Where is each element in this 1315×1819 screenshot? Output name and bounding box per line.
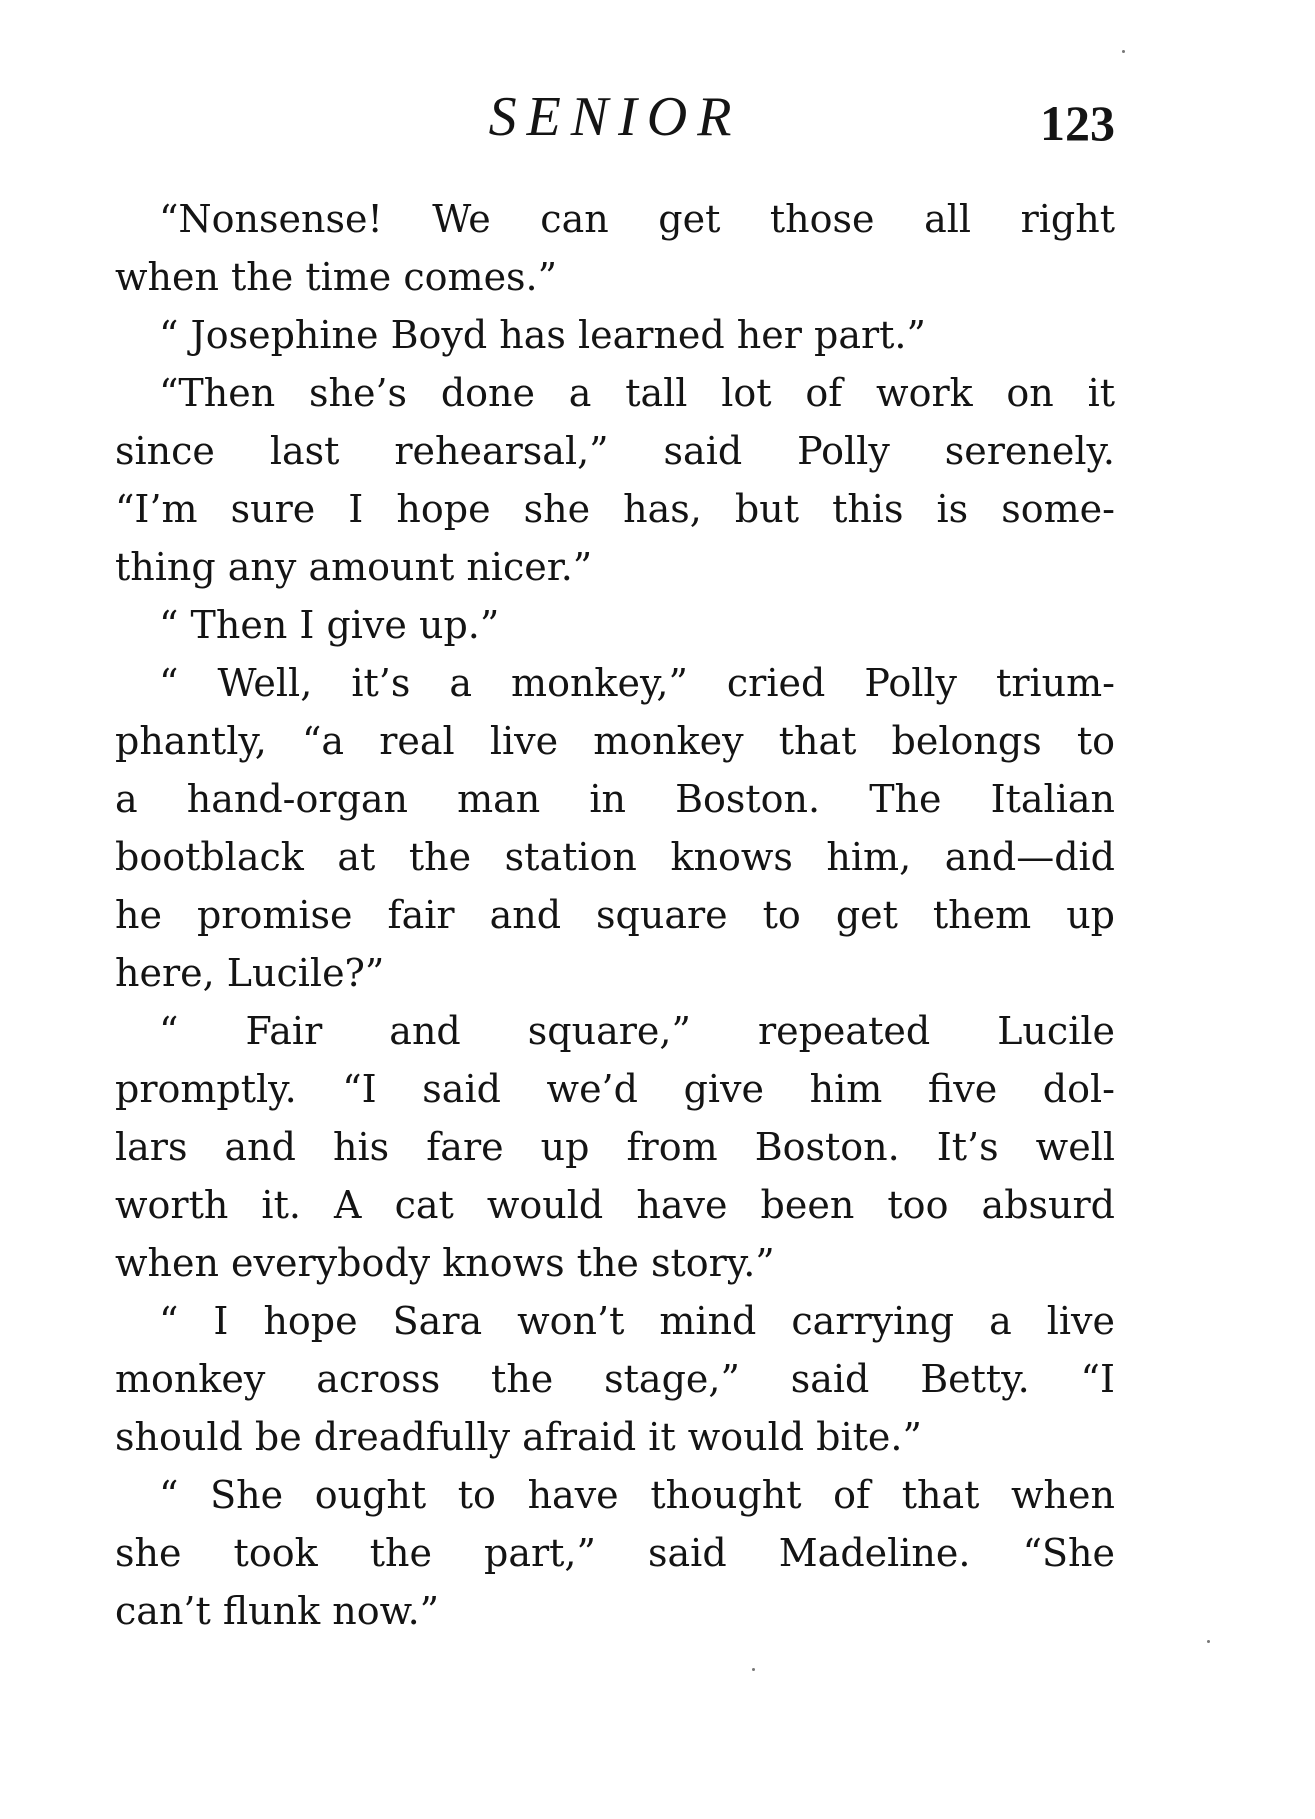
text-line: lars and his fare up from Boston. It’s well [115, 1125, 1115, 1169]
body-text [115, 190, 1115, 1640]
text-line: she took the part,” said Madeline. “She [115, 1531, 1115, 1575]
page-number: 123 [1040, 95, 1115, 151]
text-line: phantly, “a real live monkey that belongs to [115, 719, 1115, 763]
text-line: “ Josephine Boyd has learned her part.” [159, 313, 926, 357]
text-line: “Then she’s done a tall lot of work on it [159, 371, 1115, 415]
running-head: SENIOR [488, 86, 742, 148]
text-line: should be dreadfully afraid it would bite.” [115, 1415, 922, 1459]
page-header [115, 82, 1115, 152]
text-line: when everybody knows the story.” [115, 1241, 775, 1285]
text-line: thing any amount nicer.” [115, 545, 593, 589]
text-line: since last rehearsal,” said Polly serenely. [115, 429, 1115, 473]
scan-speck [1122, 50, 1125, 53]
text-line: bootblack at the station knows him, and—did [115, 835, 1115, 879]
text-line: “Nonsense! We can get those all right [159, 197, 1115, 241]
text-line: “ Fair and square,” repeated Lucile [159, 1009, 1115, 1053]
text-line: a hand-organ man in Boston. The Italian [115, 777, 1115, 821]
text-line: monkey across the stage,” said Betty. “I [115, 1357, 1115, 1401]
text-line: “ She ought to have thought of that when [159, 1473, 1115, 1517]
text-line: here, Lucile?” [115, 951, 385, 995]
text-line: can’t flunk now.” [115, 1589, 440, 1633]
text-line: “I’m sure I hope she has, but this is some- [115, 487, 1115, 531]
scan-speck [752, 1668, 755, 1671]
scan-speck [1207, 1640, 1210, 1643]
text-line: promptly. “I said we’d give him five dol- [115, 1067, 1115, 1111]
text-line: he promise fair and square to get them up [115, 893, 1115, 937]
text-line: “ I hope Sara won’t mind carrying a live [159, 1299, 1115, 1343]
text-line: when the time comes.” [115, 255, 558, 299]
text-line: “ Well, it’s a monkey,” cried Polly trium- [159, 661, 1115, 705]
text-line: worth it. A cat would have been too absurd [115, 1183, 1115, 1227]
text-line: “ Then I give up.” [159, 603, 500, 647]
